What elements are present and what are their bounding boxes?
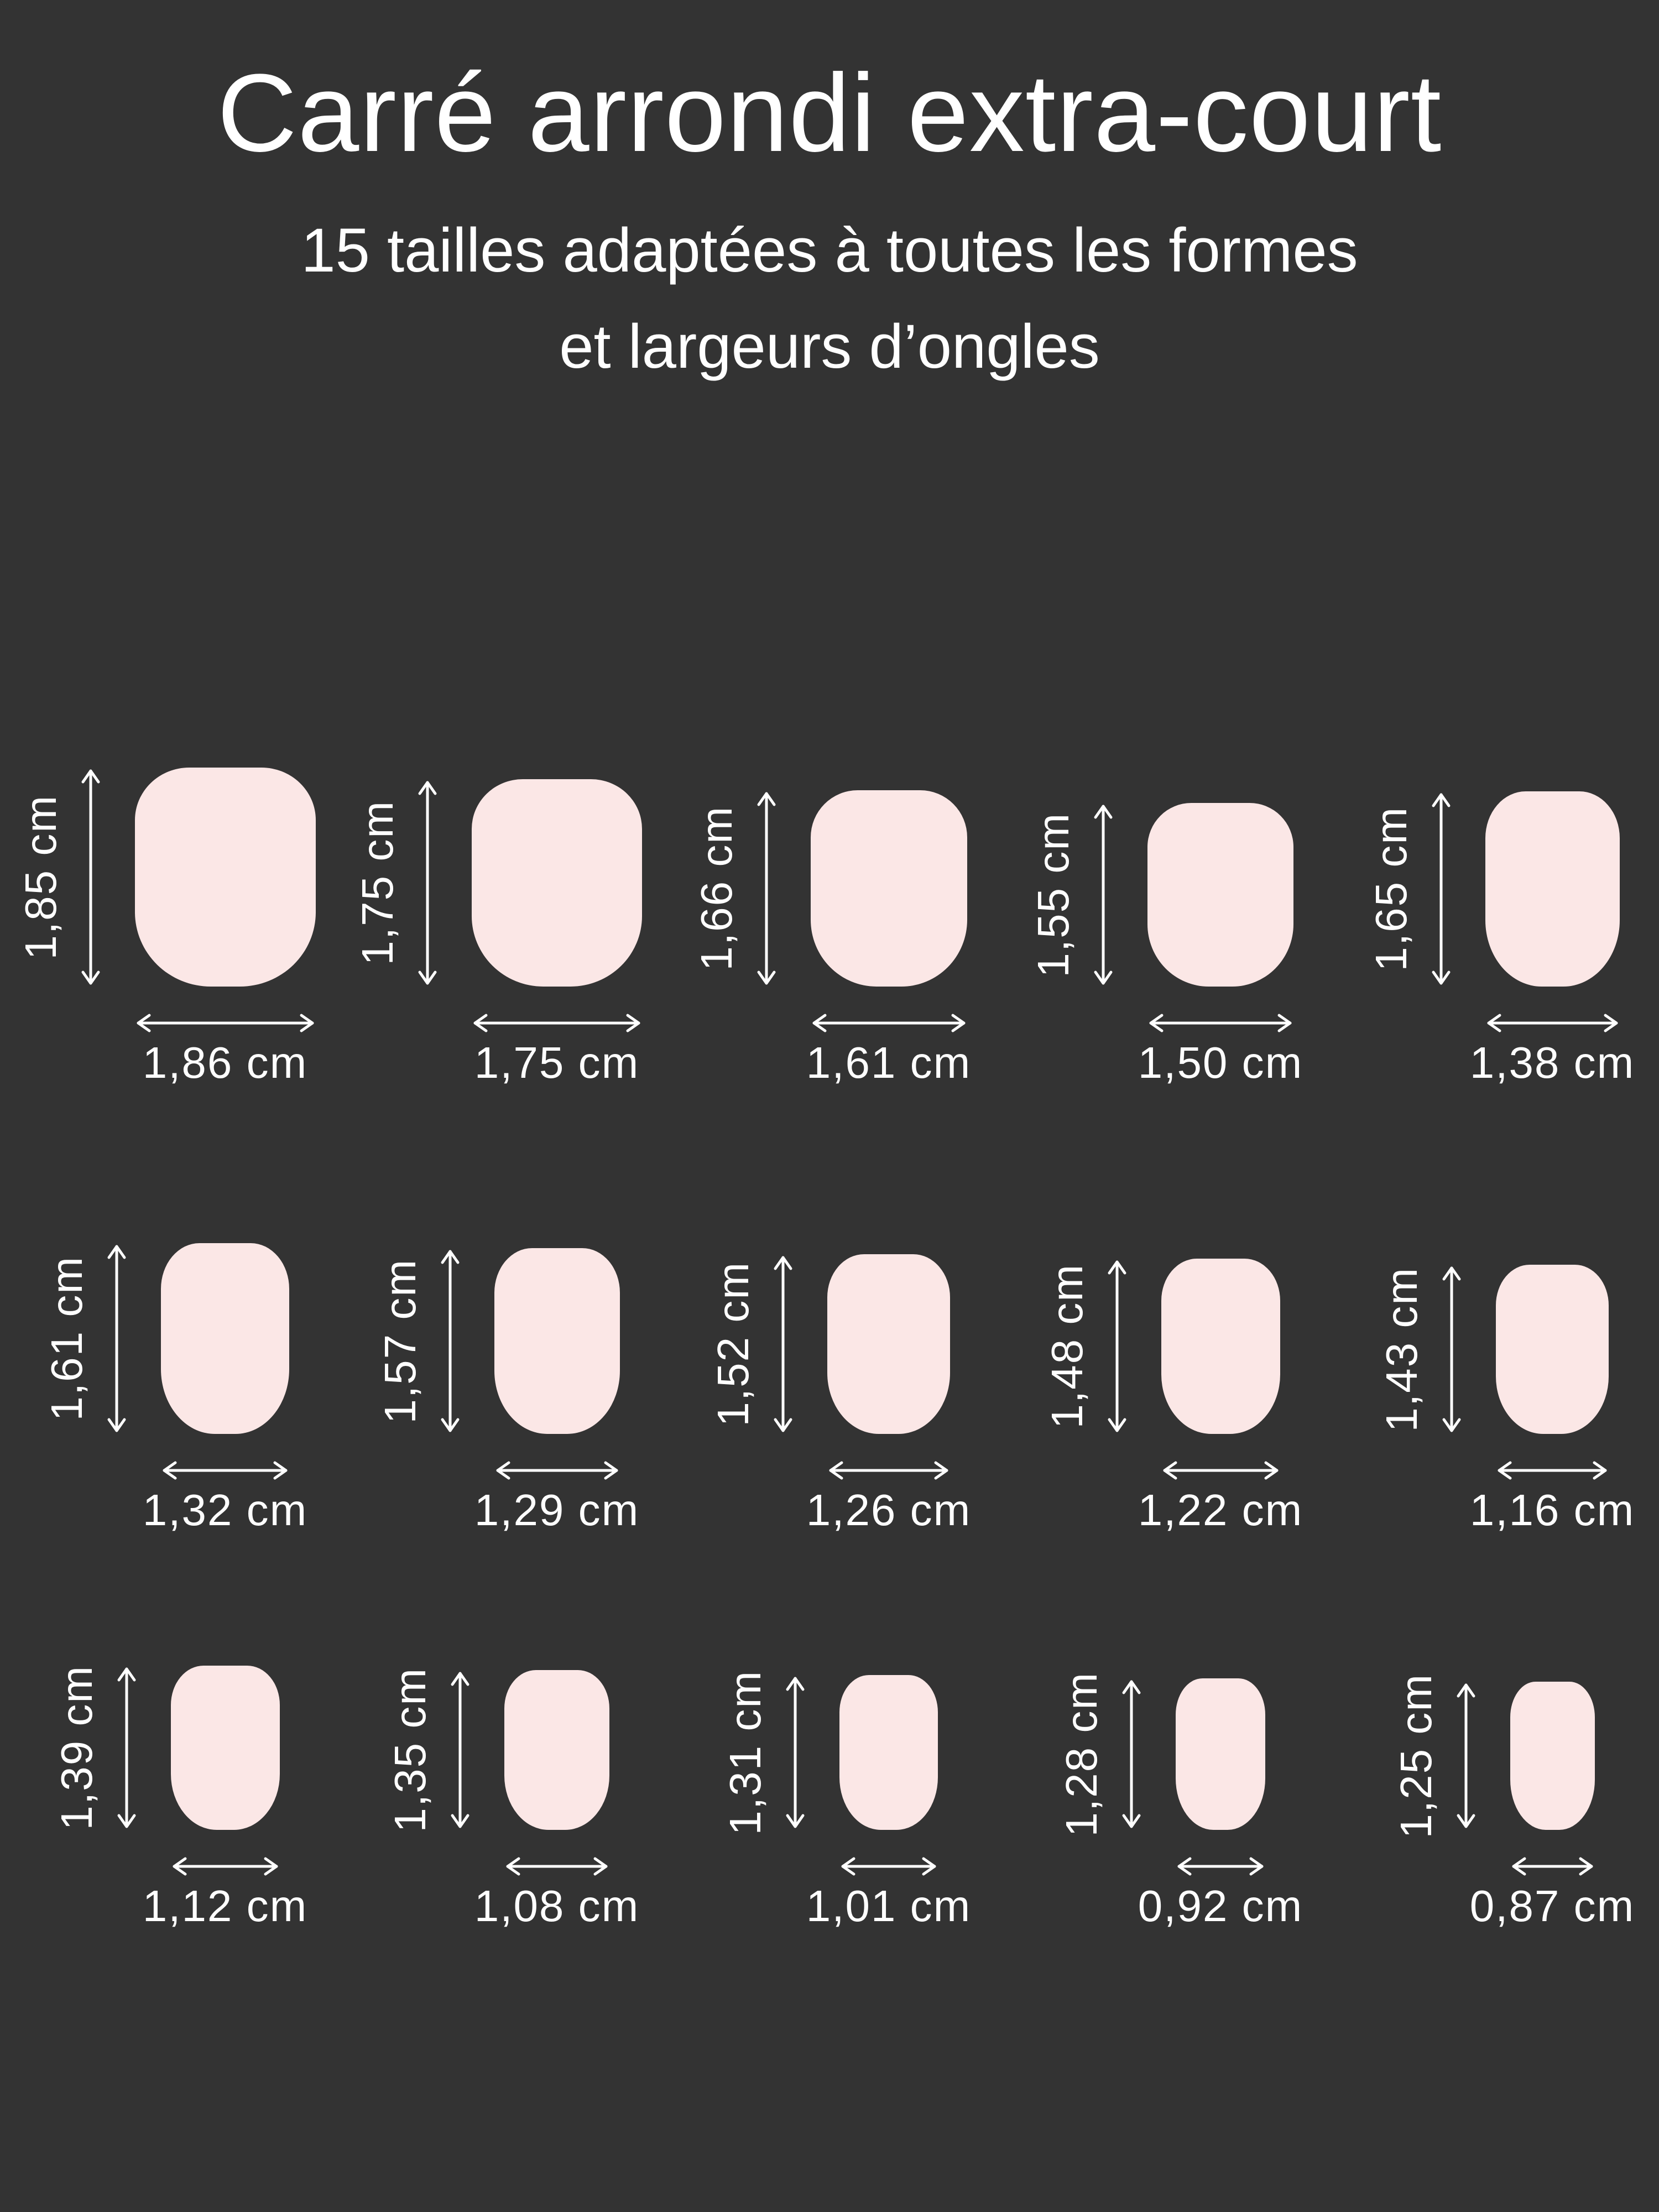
- width-measure: [1469, 1434, 1635, 1536]
- width-arrow-icon: [171, 1855, 280, 1877]
- page-subtitle: [0, 202, 1659, 394]
- width-measure: [806, 1434, 972, 1536]
- width-arrow-icon: [1510, 1855, 1595, 1877]
- measure-group: [1043, 1259, 1280, 1434]
- nail-shape: [504, 1670, 609, 1830]
- width-measure: [1469, 1830, 1635, 1932]
- width-measure: [1469, 987, 1635, 1088]
- measure-group: [721, 1670, 938, 1835]
- width-label: 1,86 cm: [142, 1038, 308, 1088]
- width-label: 0,87 cm: [1469, 1881, 1635, 1931]
- subtitle-line-2: et largeurs d’ongles: [559, 311, 1100, 381]
- height-arrow-icon: [1455, 1682, 1477, 1830]
- nail-size-cell: [1366, 791, 1635, 1088]
- width-arrow-icon: [472, 1012, 642, 1034]
- height-arrow-icon: [106, 1243, 128, 1434]
- width-arrow-icon: [811, 1012, 967, 1034]
- width-measure: [142, 1830, 308, 1932]
- nail-shape: [1176, 1678, 1265, 1830]
- height-label: 1,75 cm: [353, 800, 402, 966]
- width-label: 1,61 cm: [806, 1038, 972, 1088]
- height-arrow-icon: [1120, 1678, 1142, 1830]
- width-measure: [1138, 987, 1303, 1088]
- width-label: 1,12 cm: [142, 1881, 308, 1931]
- width-measure: [142, 1434, 308, 1536]
- width-arrow-icon: [1147, 1012, 1293, 1034]
- width-label: 1,50 cm: [1138, 1038, 1303, 1088]
- height-label: 1,25 cm: [1391, 1673, 1441, 1839]
- height-arrow-icon: [439, 1248, 461, 1434]
- width-label: 1,32 cm: [142, 1485, 308, 1535]
- nail-size-cell: [1391, 1673, 1635, 1932]
- width-label: 1,22 cm: [1138, 1485, 1303, 1535]
- height-label: 1,66 cm: [691, 806, 741, 971]
- nail-size-cell: [1377, 1265, 1635, 1536]
- height-arrow-icon: [1441, 1265, 1463, 1434]
- measure-group: [1029, 803, 1293, 987]
- nail-shape: [1147, 803, 1293, 987]
- nail-size-cell: [708, 1254, 972, 1536]
- measure-group: [1367, 791, 1620, 987]
- nail-shape: [839, 1675, 938, 1830]
- width-measure: [474, 1434, 640, 1536]
- height-measure: [1029, 803, 1114, 987]
- measure-group: [1378, 1265, 1609, 1434]
- width-arrow-icon: [494, 1459, 620, 1481]
- measure-group: [1391, 1673, 1595, 1839]
- nail-shape: [827, 1254, 950, 1434]
- width-arrow-icon: [1485, 1012, 1620, 1034]
- width-label: 1,08 cm: [474, 1881, 640, 1931]
- nail-shape: [1161, 1259, 1280, 1434]
- header: [0, 0, 1659, 394]
- width-arrow-icon: [1161, 1459, 1280, 1481]
- width-label: 1,01 cm: [806, 1881, 972, 1931]
- width-measure: [806, 987, 972, 1088]
- height-measure: [353, 779, 439, 987]
- height-arrow-icon: [416, 779, 439, 987]
- height-measure: [1043, 1259, 1128, 1434]
- nail-shape: [472, 779, 642, 987]
- width-measure: [1138, 1830, 1303, 1932]
- nail-shape: [1510, 1682, 1595, 1830]
- height-measure: [43, 1243, 128, 1434]
- nail-size-cell: [353, 779, 642, 1088]
- height-arrow-icon: [80, 768, 102, 987]
- height-label: 1,57 cm: [375, 1258, 425, 1424]
- width-measure: [1138, 1434, 1303, 1536]
- measure-group: [53, 1666, 280, 1830]
- nail-shape: [171, 1666, 280, 1830]
- height-arrow-icon: [449, 1670, 471, 1830]
- height-label: 1,85 cm: [15, 794, 65, 960]
- height-arrow-icon: [784, 1675, 806, 1830]
- height-measure: [1057, 1671, 1142, 1837]
- width-measure: [474, 1830, 640, 1932]
- nail-shape: [161, 1243, 289, 1434]
- height-arrow-icon: [1430, 791, 1452, 987]
- nail-size-cell: [721, 1670, 972, 1932]
- measure-group: [709, 1254, 950, 1434]
- width-arrow-icon: [1176, 1855, 1265, 1877]
- nail-row: [0, 1666, 1659, 1932]
- height-label: 1,31 cm: [721, 1670, 770, 1835]
- nail-size-cell: [1057, 1671, 1303, 1932]
- width-label: 1,75 cm: [474, 1038, 640, 1088]
- height-measure: [721, 1670, 806, 1835]
- size-grid: [0, 768, 1659, 1932]
- width-label: 1,29 cm: [474, 1485, 640, 1535]
- width-arrow-icon: [161, 1459, 289, 1481]
- height-measure: [1367, 791, 1452, 987]
- width-arrow-icon: [504, 1855, 609, 1877]
- height-measure: [709, 1254, 794, 1434]
- nail-shape: [494, 1248, 620, 1434]
- height-measure: [376, 1248, 461, 1434]
- height-label: 1,61 cm: [42, 1256, 91, 1421]
- height-measure: [692, 790, 778, 987]
- nail-shape: [1485, 791, 1620, 987]
- height-measure: [1378, 1265, 1463, 1434]
- measure-group: [376, 1248, 620, 1434]
- height-label: 1,39 cm: [51, 1665, 101, 1830]
- width-measure: [135, 987, 316, 1088]
- width-measure: [472, 987, 642, 1088]
- height-measure: [1391, 1673, 1477, 1839]
- measure-group: [1057, 1671, 1265, 1837]
- height-arrow-icon: [1106, 1259, 1128, 1434]
- height-label: 1,52 cm: [708, 1261, 758, 1427]
- measure-group: [692, 790, 967, 987]
- width-measure: [806, 1830, 972, 1932]
- height-arrow-icon: [755, 790, 778, 987]
- height-label: 1,43 cm: [1377, 1266, 1426, 1432]
- width-label: 1,38 cm: [1469, 1038, 1635, 1088]
- measure-group: [385, 1667, 609, 1833]
- height-label: 1,28 cm: [1057, 1671, 1106, 1837]
- nail-size-cell: [375, 1248, 640, 1536]
- nail-size-cell: [691, 790, 972, 1088]
- nail-row: [0, 768, 1659, 1088]
- width-arrow-icon: [839, 1855, 938, 1877]
- nail-size-cell: [17, 768, 316, 1088]
- height-label: 1,65 cm: [1366, 806, 1416, 972]
- nail-size-cell: [51, 1665, 308, 1932]
- width-arrow-icon: [827, 1459, 950, 1481]
- nail-size-cell: [385, 1667, 640, 1932]
- height-measure: [385, 1667, 471, 1833]
- width-arrow-icon: [135, 1012, 316, 1034]
- height-arrow-icon: [772, 1254, 794, 1434]
- measure-group: [17, 768, 316, 987]
- height-measure: [53, 1666, 138, 1830]
- measure-group: [353, 779, 642, 987]
- height-arrow-icon: [116, 1666, 138, 1830]
- page-title: Carré arrondi extra-court: [217, 51, 1442, 175]
- nail-size-cell: [1029, 803, 1303, 1088]
- subtitle-line-1: 15 tailles adaptées à toutes les formes: [301, 216, 1358, 285]
- height-label: 1,35 cm: [385, 1667, 435, 1833]
- nail-size-cell: [42, 1243, 308, 1536]
- width-label: 1,16 cm: [1469, 1485, 1635, 1535]
- measure-group: [43, 1243, 289, 1434]
- nail-shape: [1496, 1265, 1609, 1434]
- nail-shape: [811, 790, 967, 987]
- nail-size-cell: [1042, 1259, 1303, 1536]
- nail-row: [0, 1243, 1659, 1536]
- width-label: 1,26 cm: [806, 1485, 972, 1535]
- height-arrow-icon: [1092, 803, 1114, 987]
- nail-shape: [135, 768, 316, 987]
- height-measure: [17, 768, 102, 987]
- height-label: 1,55 cm: [1029, 812, 1078, 978]
- width-label: 0,92 cm: [1138, 1881, 1303, 1931]
- height-label: 1,48 cm: [1042, 1264, 1092, 1429]
- width-arrow-icon: [1496, 1459, 1609, 1481]
